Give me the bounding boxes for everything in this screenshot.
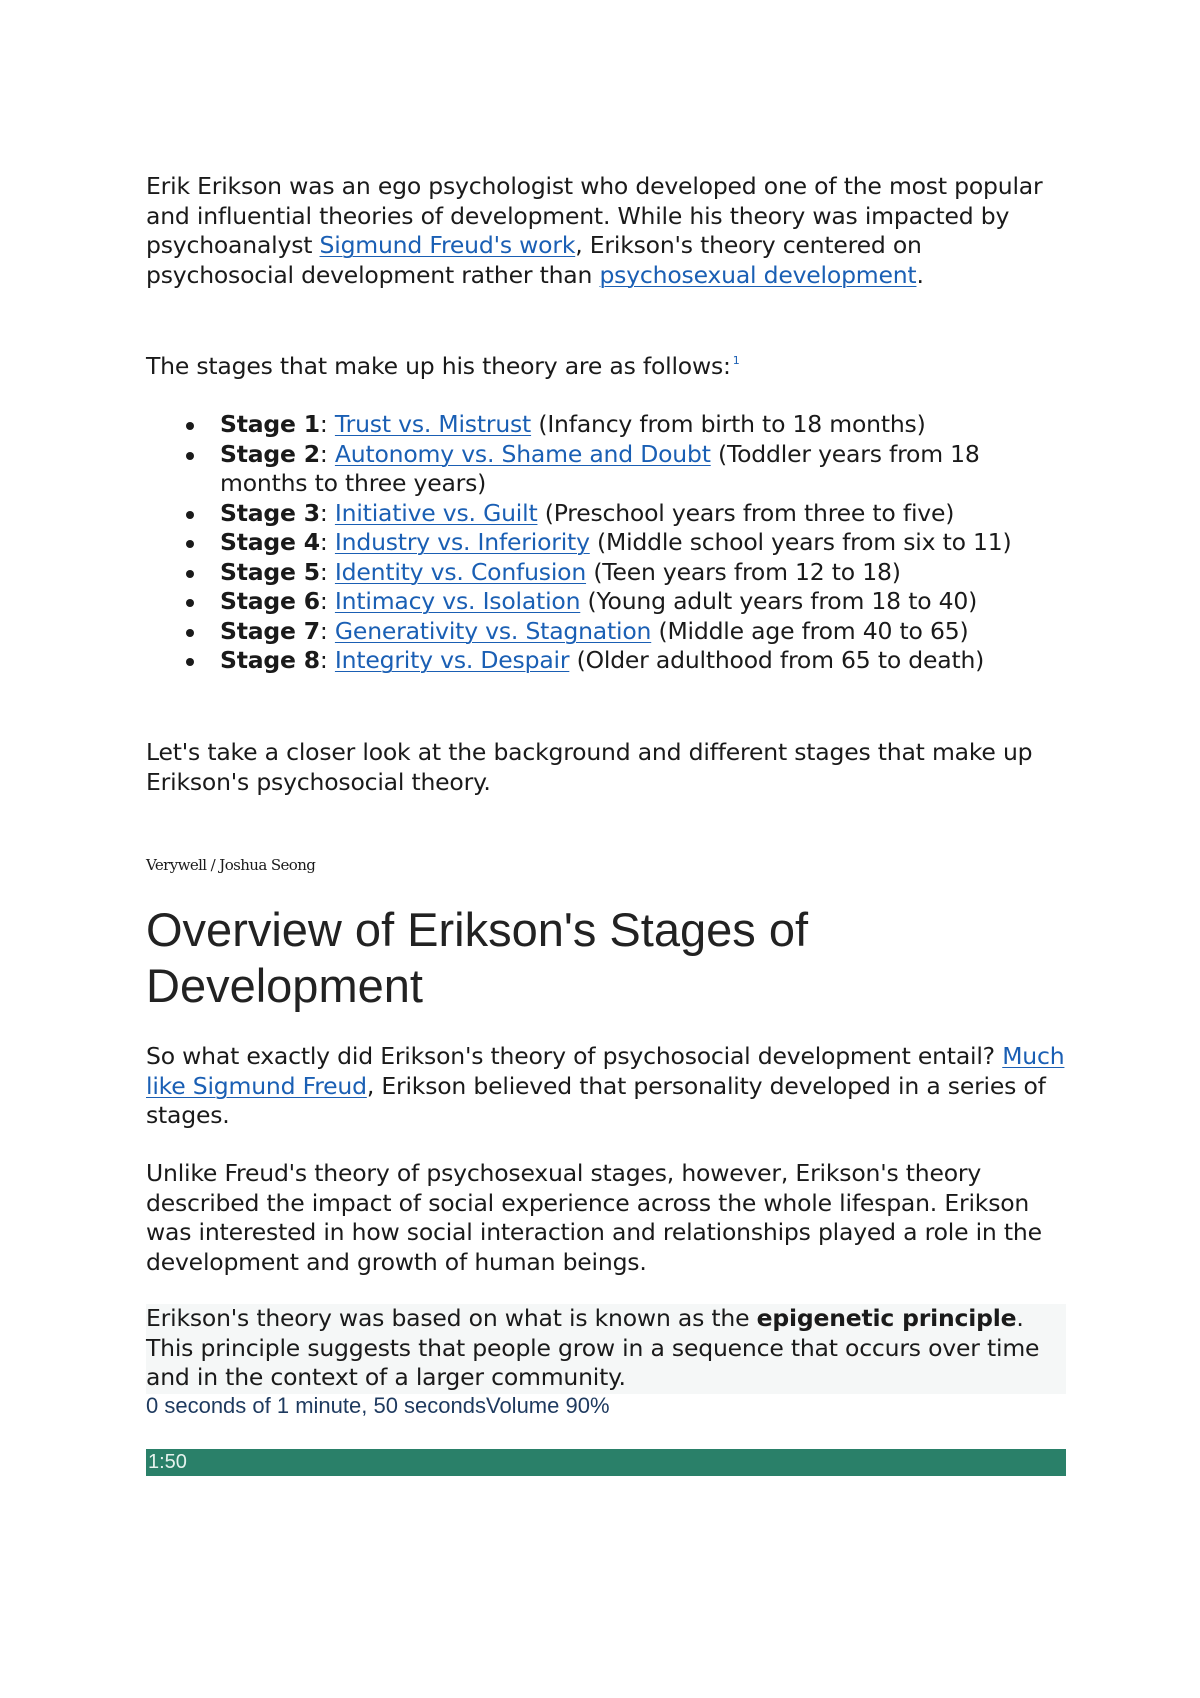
- closer-paragraph: Let's take a closer look at the background and different stages that make up Erikson's psychosocial theory.: [146, 738, 1033, 796]
- intro-text: .: [916, 260, 924, 289]
- freud-link[interactable]: Much like Sigmund Freud: [146, 1042, 1065, 1100]
- stage-link[interactable]: Trust vs. Mistrust: [334, 410, 532, 438]
- stage-description: (Preschool years from three to five): [537, 498, 955, 527]
- stage-list-item: [146, 587, 1066, 617]
- overview-text: , Erikson believed that personality developed in a series of stages.: [146, 1071, 1046, 1129]
- stage-list-item: [146, 617, 1066, 647]
- stage-sep: :: [319, 498, 335, 527]
- video-duration: 1:50: [148, 1451, 187, 1473]
- stage-label: Stage 1: [220, 410, 320, 438]
- stage-sep: :: [319, 528, 335, 556]
- intro-paragraph: [146, 172, 1066, 290]
- lifespan-paragraph: Unlike Freud's theory of psychosexual stages, however, Erikson's theory described the impact of social experience across the whole lifespan. Erikson was interested in how social interaction and relationships played a role in the development and growth of human beings.: [146, 1159, 1042, 1276]
- stage-description: (Teen years from 12 to 18): [586, 557, 901, 586]
- video-status-label: 0 seconds of 1 minute, 50 secondsVolume 90%: [146, 1393, 610, 1418]
- stage-link[interactable]: Autonomy vs. Shame and Doubt: [334, 439, 711, 468]
- stage-label: Stage 8: [220, 646, 320, 674]
- stage-sep: :: [319, 557, 335, 586]
- stage-list-item: [146, 410, 1066, 440]
- intro-text: , Erikson's theory centered on psychosocial development rather than: [146, 231, 922, 289]
- section-heading: Overview of Erikson's Stages of Development: [146, 903, 809, 1012]
- stage-label: Stage 3: [220, 498, 320, 527]
- stage-description: (Middle age from 40 to 65): [651, 616, 969, 645]
- stage-list-item: [146, 499, 1066, 529]
- callout-box: [146, 1304, 1066, 1394]
- stage-label: Stage 7: [220, 616, 320, 645]
- stage-description: (Middle school years from six to 11): [589, 528, 1012, 556]
- psychosexual-development-link[interactable]: psychosexual development: [599, 260, 917, 289]
- stage-link[interactable]: Initiative vs. Guilt: [334, 498, 538, 527]
- stage-link[interactable]: Intimacy vs. Isolation: [334, 587, 581, 615]
- stage-sep: :: [319, 410, 335, 438]
- stage-link[interactable]: Industry vs. Inferiority: [334, 528, 590, 556]
- citation-ref-link[interactable]: 1: [732, 354, 740, 367]
- stages-intro-label: The stages that make up his theory are as follows:: [146, 352, 731, 380]
- stage-sep: :: [319, 616, 335, 645]
- stage-list-item: [146, 440, 1066, 499]
- image-credit: Verywell / Joshua Seong: [146, 856, 316, 874]
- stage-description: (Infancy from birth to 18 months): [531, 410, 926, 438]
- stage-link[interactable]: Generativity vs. Stagnation: [334, 616, 652, 645]
- stage-label: Stage 6: [220, 587, 320, 615]
- stage-label: Stage 2: [220, 439, 320, 468]
- stage-link[interactable]: Identity vs. Confusion: [334, 557, 587, 586]
- intro-text: Erik Erikson was an ego psychologist who developed one of the most popular and influential theories of development. While his theory was impacted by psychoanalyst: [146, 172, 1043, 259]
- stage-sep: :: [319, 439, 335, 468]
- stage-list-item: [146, 558, 1066, 588]
- stages-intro-text: [146, 352, 740, 382]
- callout-plain-text: . This principle suggests that people grow in a sequence that occurs over time and in the context of a larger community.: [146, 1304, 1040, 1391]
- callout-bold-term: epigenetic principle: [756, 1304, 1017, 1332]
- stage-description: (Young adult years from 18 to 40): [580, 587, 978, 615]
- overview-paragraph: [146, 1042, 1066, 1131]
- callout-plain-text: Erikson's theory was based on what is known as the: [146, 1304, 757, 1332]
- overview-text: So what exactly did Erikson's theory of psychosocial development entail?: [146, 1042, 1003, 1070]
- stage-description: (Toddler years from 18 months to three years): [220, 439, 980, 497]
- stage-description: (Older adulthood from 65 to death): [569, 646, 985, 674]
- stage-label: Stage 5: [220, 557, 320, 586]
- stage-link[interactable]: Integrity vs. Despair: [334, 646, 570, 674]
- stage-list-item: [146, 646, 1066, 676]
- stage-sep: :: [319, 646, 335, 674]
- stage-label: Stage 4: [220, 528, 320, 556]
- video-progress-bar[interactable]: [146, 1449, 1066, 1476]
- stage-list: [146, 410, 1066, 676]
- stage-sep: :: [319, 587, 335, 615]
- stage-list-item: [146, 528, 1066, 558]
- freud-work-link[interactable]: Sigmund Freud's work: [319, 231, 576, 259]
- callout-text: [146, 1304, 1066, 1393]
